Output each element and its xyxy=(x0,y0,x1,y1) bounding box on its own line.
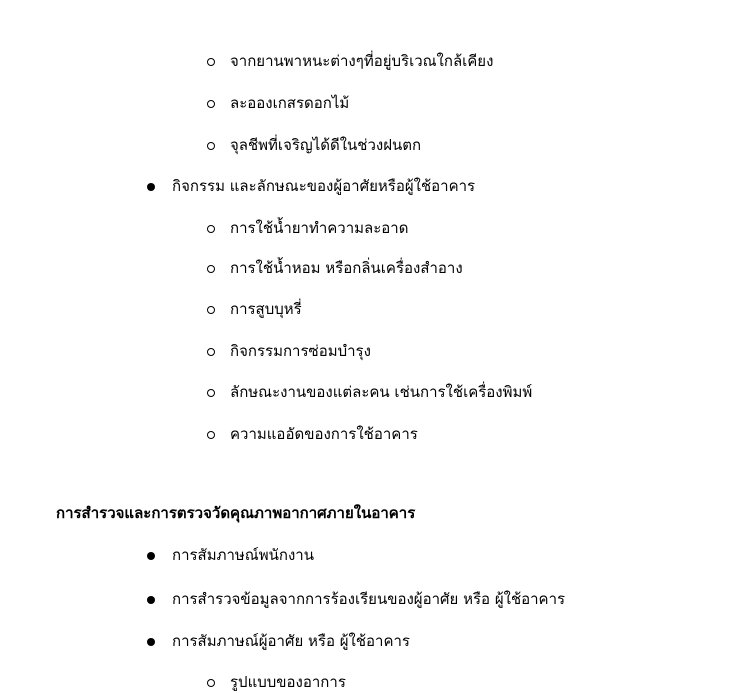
circle-bullet-icon xyxy=(207,258,215,278)
list-item: การสัมภาษณ์พนักงาน xyxy=(172,546,314,564)
list-item: การใช้น้ำยาทำความละอาด xyxy=(230,219,409,237)
list-item: จุลชีพที่เจริญได้ดีในช่วงฝนตก xyxy=(230,136,422,154)
list-item: ลักษณะงานของแต่ละคน เช่นการใช้เครื่องพิมพ์ xyxy=(230,383,533,401)
disc-bullet-icon xyxy=(147,589,155,609)
section-heading: การสำรวจและการตรวจวัดคุณภาพอากาศภายในอาคาร xyxy=(56,504,416,522)
circle-bullet-icon xyxy=(207,299,215,319)
circle-bullet-icon xyxy=(207,341,215,361)
list-item: จากยานพาหนะต่างๆที่อยู่บริเวณใกล้เคียง xyxy=(230,52,494,70)
list-item: กิจกรรม และลักษณะของผู้อาศัยหรือผู้ใช้อาคาร xyxy=(172,177,476,195)
circle-bullet-icon xyxy=(207,218,215,238)
circle-bullet-icon xyxy=(207,424,215,444)
list-item: รูปแบบของอาการ xyxy=(230,673,346,691)
list-item: ความแออัดของการใช้อาคาร xyxy=(230,425,418,443)
list-item: กิจกรรมการซ่อมบำรุง xyxy=(230,342,371,360)
list-item: การสัมภาษณ์ผู้อาศัย หรือ ผู้ใช้อาคาร xyxy=(172,632,410,650)
circle-bullet-icon xyxy=(207,93,215,113)
list-item: ละอองเกสรดอกไม้ xyxy=(230,94,350,112)
list-item: การสูบบุหรี่ xyxy=(230,300,302,318)
circle-bullet-icon xyxy=(207,672,215,692)
disc-bullet-icon xyxy=(147,176,155,196)
circle-bullet-icon xyxy=(207,382,215,402)
list-item: การสำรวจข้อมูลจากการร้องเรียนของผู้อาศัย หรือ ผู้ใช้อาคาร xyxy=(172,590,566,608)
circle-bullet-icon xyxy=(207,51,215,71)
disc-bullet-icon xyxy=(147,631,155,651)
disc-bullet-icon xyxy=(147,545,155,565)
circle-bullet-icon xyxy=(207,135,215,155)
list-item: การใช้น้ำหอม หรือกลิ่นเครื่องสำอาง xyxy=(230,259,463,277)
